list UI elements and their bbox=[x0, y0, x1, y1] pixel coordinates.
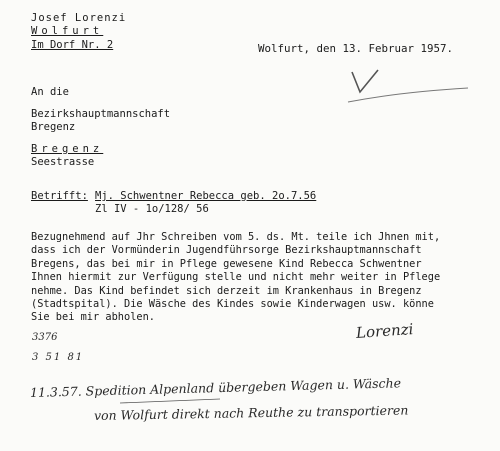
body-line: (Stadtspital). Die Wäsche des Kindes sowie Kinderwagen usw. könne bbox=[31, 298, 434, 311]
body-line: nehme. Das Kind befindet sich derzeit im Krankenhaus in Bregenz bbox=[31, 284, 422, 297]
body-line: dass ich der Vormünderin Jugendführsorge Bezirkshauptmannschaft bbox=[31, 244, 422, 257]
note-underline bbox=[120, 399, 220, 403]
body-line: Sie bei mir abholen. bbox=[31, 311, 155, 324]
recipient-to: An die bbox=[31, 86, 69, 98]
handwritten-note-line-1: 11.3.57. Spedition Alpenland übergeben Wagen u. Wäsche bbox=[29, 375, 402, 400]
recipient-street: Seestrasse bbox=[31, 156, 95, 168]
signature: Lorenzi bbox=[355, 320, 414, 342]
sender-street: Im Dorf Nr. 2 bbox=[31, 39, 114, 51]
recipient-city: Bregenz bbox=[31, 121, 76, 133]
recipient-authority: Bezirkshauptmannschaft bbox=[31, 108, 171, 120]
body-line: Bregens, das bei mir in Pflege gewesene Kind Rebecca Schwentner bbox=[31, 257, 422, 270]
recipient-city-spaced: Bregenz bbox=[31, 143, 104, 155]
handwritten-note-line-2: von Wolfurt direkt nach Reuthe zu transportieren bbox=[93, 402, 409, 423]
body-line: Bezugnehmend auf Jhr Schreiben vom 5. ds. Mt. teile ich Jhnen mit, bbox=[31, 231, 441, 243]
handwritten-ref-2: 3 51 81 bbox=[32, 352, 85, 363]
handwritten-ref-1: 3376 bbox=[32, 332, 58, 343]
body-line: Ihnen hiermit zur Verfügung stelle und nicht mehr weiter in Pflege bbox=[31, 271, 441, 284]
sender-town: Wolfurt bbox=[31, 25, 104, 37]
pen-stroke bbox=[348, 88, 468, 102]
subject-label: Betrifft: bbox=[31, 190, 88, 202]
sender-name: Josef Lorenzi bbox=[31, 12, 127, 24]
subject-line2: Zl IV - 1o/128/ 56 bbox=[95, 203, 209, 215]
check-mark bbox=[352, 70, 378, 92]
subject-line1: Mj. Schwentner Rebecca geb. 2o.7.56 bbox=[95, 190, 317, 202]
place-date: Wolfurt, den 13. Februar 1957. bbox=[258, 42, 454, 55]
